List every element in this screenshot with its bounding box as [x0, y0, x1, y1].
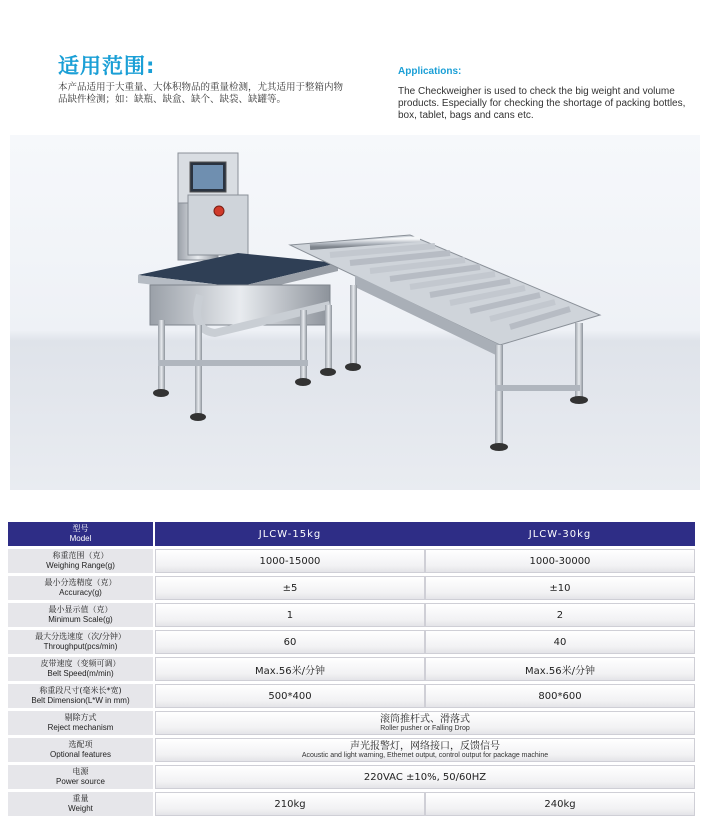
header-label [8, 522, 155, 546]
row-span-sub: Acoustic and light warning, Ethernet output, control output for package machine [301, 751, 549, 759]
row-value-1: ±5 [155, 576, 425, 600]
spec-table [8, 519, 695, 819]
table-row [8, 657, 695, 681]
row-label-zh: 剔除方式 [64, 713, 97, 722]
table-row [8, 549, 695, 573]
spec-table-header [8, 522, 695, 546]
row-span-sub: Roller pusher or Falling Drop [380, 724, 470, 732]
row-value-1: 60 [155, 630, 425, 654]
row-value-2: Max.56米/分钟 [425, 657, 695, 681]
table-row [8, 792, 695, 816]
row-label-zh: 皮带速度（变频可调） [40, 659, 121, 668]
row-label-zh: 最大分选速度（次/分钟） [35, 632, 126, 641]
description-en: The Checkweigher is used to check the big weight and volume products. Especially for checking the shortage of packing bottles, box, tablet, bags and cans etc. [398, 86, 686, 121]
row-value-1: Max.56米/分钟 [155, 657, 425, 681]
row-value-2: 2 [425, 603, 695, 627]
row-label-en: Weighing Range(g) [46, 561, 115, 570]
table-row [8, 738, 695, 762]
row-label-en: Optional features [50, 750, 111, 759]
row-label-en: Minimum Scale(g) [48, 615, 113, 624]
header-label-en: Model [69, 534, 92, 543]
row-value-1: 500*400 [155, 684, 425, 708]
row-label-en: Power source [56, 777, 105, 786]
row-span-main: 声光报警灯，网络接口，反馈信号 [350, 740, 500, 752]
row-span-value [155, 711, 695, 735]
row-value-2: 240kg [425, 792, 695, 816]
row-value-2: 1000-30000 [425, 549, 695, 573]
row-span-value [155, 738, 695, 762]
table-row [8, 630, 695, 654]
row-label-en: Belt Speed(m/min) [47, 669, 114, 678]
description-zh: 本产品适用于大重量、大体积物品的重量检测，尤其适用于整箱内物品缺件检测；如：缺瓶、缺盒、缺个、缺袋、缺罐等。 [58, 82, 344, 105]
checkweigher-photo [10, 135, 700, 490]
table-row [8, 765, 695, 789]
row-value-1: 1 [155, 603, 425, 627]
row-value-2: 40 [425, 630, 695, 654]
row-label-zh: 选配项 [68, 740, 93, 749]
row-label-en: Throughput(pcs/min) [43, 642, 118, 651]
table-row [8, 576, 695, 600]
header-model-2: JLCW-30kg [425, 522, 695, 546]
row-value-1: 210kg [155, 792, 425, 816]
header-model-1: JLCW-15kg [155, 522, 425, 546]
row-label-zh: 最小分选精度（克） [44, 578, 117, 587]
row-span-main: 滚筒推杆式、滑落式 [380, 713, 470, 725]
page-title-zh: 适用范围: [58, 54, 156, 78]
table-row [8, 711, 695, 735]
row-label-zh: 称重范围（克） [52, 551, 109, 560]
row-value-2: ±10 [425, 576, 695, 600]
row-label-en: Accuracy(g) [59, 588, 102, 597]
row-value-1: 1000-15000 [155, 549, 425, 573]
row-label-en: Weight [68, 804, 93, 813]
table-row [8, 684, 695, 708]
row-label-en: Reject mechanism [47, 723, 114, 732]
row-label-zh: 重量 [72, 794, 89, 803]
row-span-value: 220VAC ±10%, 50/60HZ [155, 765, 695, 789]
row-label-zh: 称重段尺寸(毫米长*宽) [39, 686, 122, 695]
page-title-en: Applications: [398, 66, 462, 77]
header-label-zh: 型号 [72, 524, 89, 533]
row-label-zh: 最小显示值（克） [48, 605, 113, 614]
row-label-en: Belt Dimension(L*W in mm) [31, 696, 130, 705]
table-row [8, 603, 695, 627]
row-value-2: 800*600 [425, 684, 695, 708]
row-label-zh: 电源 [72, 767, 89, 776]
